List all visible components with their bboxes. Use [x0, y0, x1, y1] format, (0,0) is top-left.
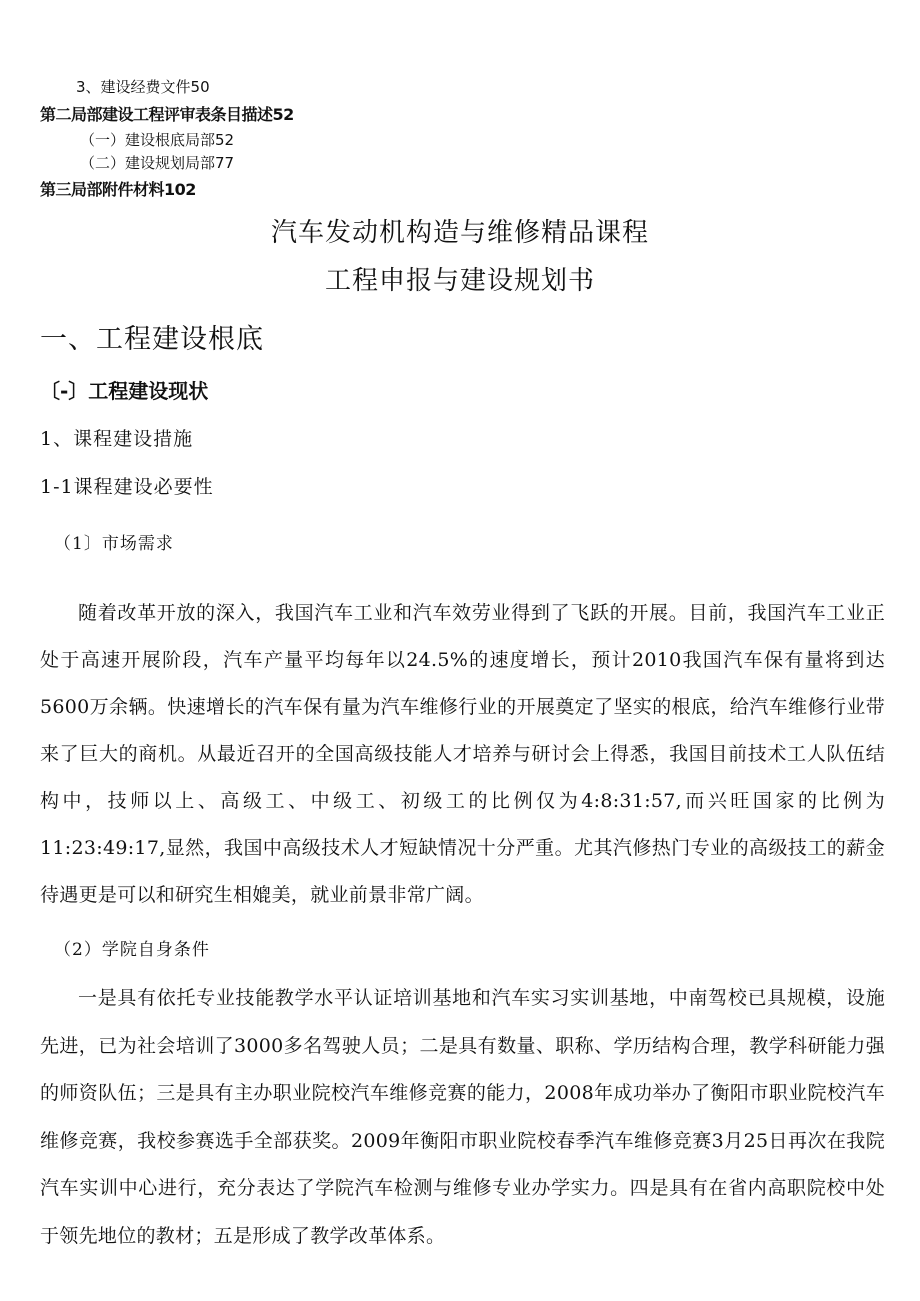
- document-title-line-2: 工程申报与建设规划书: [324, 266, 595, 296]
- point-heading: （2）学院自身条件: [54, 940, 210, 960]
- body-paragraph: 一是具有依托专业技能教学水平认证培训基地和汽车实习实训基地，中南驾校已具规模，设施先进，已为社会培训了3000多名驾驶人员；二是具有数量、职称、学历结构合理，教学科研能力强的师资队伍；三是具有主办职业院校汽车维修竞赛的能力，2008年成功举办了衡阳市职业院校汽车维修竞赛，我校参赛选手全部获奖。2009年衡阳市职业院校春季汽车维修竞赛3月25日再次在我院汽车实训中心进行，充分表达了学院汽车检测与维修专业办学实力。四是具有在省内高职院校中处于领先地位的教材；五是形成了教学改革体系。: [40, 987, 885, 1247]
- item-heading: 1、课程建设措施: [40, 428, 194, 450]
- document-title-line-1: 汽车发动机构造与维修精品课程: [270, 218, 649, 248]
- toc-item[interactable]: 3、建设经费文件50: [76, 78, 210, 96]
- body-paragraph: 随着改革开放的深入，我国汽车工业和汽车效劳业得到了飞跃的开展。目前，我国汽车工业正处于高速开展阶段，汽车产量平均每年以24.5%的速度增长，预计2010我国汽车保有量将到达5600万余辆。快速增长的汽车保有量为汽车维修行业的开展奠定了坚实的根底，给汽车维修行业带来了巨大的商机。从最近召开的全国高级技能人才培养与研讨会上得悉，我国目前技术工人队伍结构中，技师以上、高级工、中级工、初级工的比例仅为4:8:31:57,而兴旺国家的比例为11:23:49:17,显然，我国中高级技术人才短缺情况十分严重。尤其汽修热门专业的高级技工的薪金待遇更是可以和研究生相媲美，就业前景非常广阔。: [40, 602, 885, 906]
- toc-item[interactable]: （一）建设根底局部52: [80, 131, 235, 149]
- point-heading: （1〕市场需求: [54, 534, 174, 554]
- toc-item[interactable]: （二）建设规划局部77: [80, 154, 235, 172]
- toc-item[interactable]: 第二局部建设工程评审表条目描述52: [40, 105, 294, 124]
- item-subheading: 1-1课程建设必要性: [40, 476, 214, 498]
- subsection-heading: 〔-〕工程建设现状: [40, 379, 209, 403]
- section-heading: 一、工程建设根底: [40, 324, 264, 355]
- toc-item[interactable]: 第三局部附件材料102: [40, 180, 196, 199]
